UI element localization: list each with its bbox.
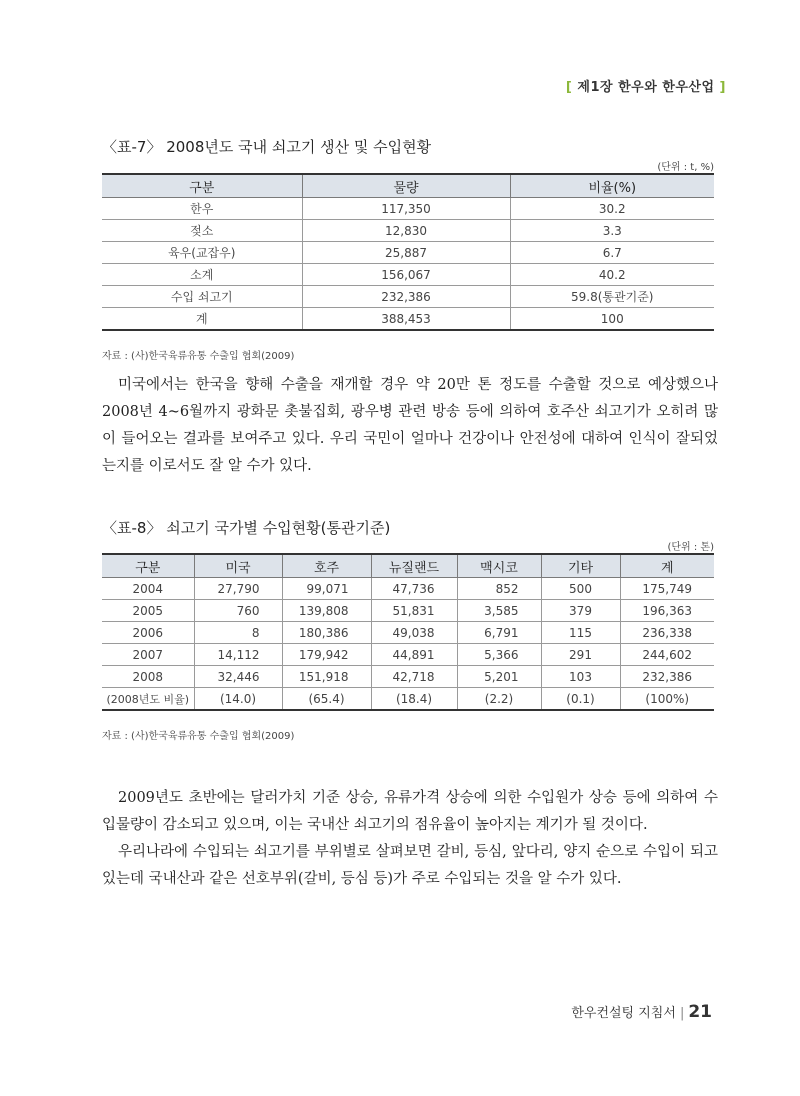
table-cell: 2005	[102, 600, 194, 622]
table7-unit: (단위 : t, %)	[657, 162, 714, 173]
table-cell: (18.4)	[371, 688, 457, 711]
table-cell: 117,350	[302, 198, 510, 220]
table-cell: 139,808	[282, 600, 371, 622]
table8-header-row	[102, 554, 714, 578]
table7	[102, 173, 714, 331]
table-cell: 244,602	[620, 644, 714, 666]
table-cell: 육우(교잡우)	[102, 242, 302, 264]
table-cell: (2008년도 비율)	[102, 688, 194, 711]
table-cell: 14,112	[194, 644, 282, 666]
table-cell: 한우	[102, 198, 302, 220]
table-cell: 42,718	[371, 666, 457, 688]
table-cell: 25,887	[302, 242, 510, 264]
table-cell: 156,067	[302, 264, 510, 286]
table8-header: 기타	[541, 554, 620, 578]
table-cell: 103	[541, 666, 620, 688]
paragraph-1-text: 미국에서는 한국을 향해 수출을 재개할 경우 약 20만 톤 정도를 수출할 것으로 예상했으나 2008년 4~6월까지 광화문 촛불집회, 광우병 관련 방송 등에 의하여 호주산 쇠고기가 오히려 많이 들어오는 결과를 보여주고 있다. 우리 국민이 얼마나 건강이나 안전성에 대하여 인식이 잘되었는지를 이로서도 잘 알 수가 있다.	[102, 377, 718, 474]
table-cell: 5,201	[457, 666, 541, 688]
table-cell: 소계	[102, 264, 302, 286]
table8-header: 뉴질랜드	[371, 554, 457, 578]
table-row	[102, 286, 714, 308]
table-cell: 8	[194, 622, 282, 644]
table-cell: 379	[541, 600, 620, 622]
table-cell: 500	[541, 578, 620, 600]
table7-source: 자료 : (사)한국육류유통 수출입 협회(2009)	[102, 351, 295, 362]
table-row	[102, 220, 714, 242]
footer-separator: |	[679, 1006, 685, 1021]
table-cell: (65.4)	[282, 688, 371, 711]
table-cell: 32,446	[194, 666, 282, 688]
table8-header: 미국	[194, 554, 282, 578]
table-cell: (0.1)	[541, 688, 620, 711]
table7-title: 〈표-7〉 2008년도 국내 쇠고기 생산 및 수입현황	[102, 138, 432, 156]
table-row	[102, 644, 714, 666]
table-cell: (14.0)	[194, 688, 282, 711]
table-cell: 236,338	[620, 622, 714, 644]
table-row	[102, 600, 714, 622]
table-cell: 44,891	[371, 644, 457, 666]
table-row	[102, 308, 714, 331]
table-cell: 5,366	[457, 644, 541, 666]
table-cell: 49,038	[371, 622, 457, 644]
chapter-title: 제1장 한우와 한우산업	[577, 80, 715, 95]
paragraph-2-text: 2009년도 초반에는 달러가치 기준 상승, 유류가격 상승에 의한 수입원가 상승 등에 의하여 수입물량이 감소되고 있으며, 이는 국내산 쇠고기의 점유율이 높아지는 계기가 될 것이다.	[102, 790, 718, 833]
table-cell: 388,453	[302, 308, 510, 331]
table-cell: 젖소	[102, 220, 302, 242]
table-cell: 151,918	[282, 666, 371, 688]
bracket-right: ]	[719, 80, 726, 95]
table-cell: 계	[102, 308, 302, 331]
book-title: 한우컨설팅 지침서	[571, 1006, 676, 1021]
table-cell: 291	[541, 644, 620, 666]
table-row	[102, 578, 714, 600]
table-cell: 179,942	[282, 644, 371, 666]
page-number: 21	[688, 1002, 712, 1022]
paragraph-1	[102, 372, 718, 480]
table8-header: 계	[620, 554, 714, 578]
table-row	[102, 264, 714, 286]
page-footer	[571, 1002, 712, 1022]
table8	[102, 553, 714, 711]
table7-header-row	[102, 174, 714, 198]
table-cell: 12,830	[302, 220, 510, 242]
table-cell: 6,791	[457, 622, 541, 644]
table-row	[102, 198, 714, 220]
table-row	[102, 666, 714, 688]
table8-title: 〈표-8〉 쇠고기 국가별 수입현황(통관기준)	[102, 519, 391, 537]
table-cell: 99,071	[282, 578, 371, 600]
table-cell: 3.3	[510, 220, 714, 242]
table-cell: 30.2	[510, 198, 714, 220]
table8-header: 호주	[282, 554, 371, 578]
table-cell: 2006	[102, 622, 194, 644]
table-cell: 760	[194, 600, 282, 622]
table-cell: (2.2)	[457, 688, 541, 711]
chapter-header	[566, 76, 726, 95]
paragraph-3	[102, 839, 718, 893]
paragraph-3-text: 우리나라에 수입되는 쇠고기를 부위별로 살펴보면 갈비, 등심, 앞다리, 양지 순으로 수입이 되고 있는데 국내산과 같은 선호부위(갈비, 등심 등)가 주로 수입되는 것을 알 수가 있다.	[102, 844, 718, 887]
table-cell: (100%)	[620, 688, 714, 711]
table-cell: 115	[541, 622, 620, 644]
table-cell: 232,386	[302, 286, 510, 308]
table7-header: 비율(%)	[510, 174, 714, 198]
table-row	[102, 622, 714, 644]
table-cell: 196,363	[620, 600, 714, 622]
table8-source: 자료 : (사)한국육류유통 수출입 협회(2009)	[102, 731, 295, 742]
table-cell: 2004	[102, 578, 194, 600]
table7-header: 구분	[102, 174, 302, 198]
table-cell: 852	[457, 578, 541, 600]
table-cell: 40.2	[510, 264, 714, 286]
table-cell: 47,736	[371, 578, 457, 600]
table8-header: 구분	[102, 554, 194, 578]
table-cell: 3,585	[457, 600, 541, 622]
table-cell: 180,386	[282, 622, 371, 644]
table-cell: 51,831	[371, 600, 457, 622]
table-cell: 100	[510, 308, 714, 331]
table-cell: 수입 쇠고기	[102, 286, 302, 308]
table8-header: 맥시코	[457, 554, 541, 578]
table-cell: 27,790	[194, 578, 282, 600]
bracket-left: [	[565, 80, 573, 95]
table-cell: 6.7	[510, 242, 714, 264]
table-cell: 175,749	[620, 578, 714, 600]
table-cell: 232,386	[620, 666, 714, 688]
paragraph-2	[102, 785, 718, 839]
table8-unit: (단위 : 톤)	[667, 542, 714, 553]
table-row	[102, 242, 714, 264]
table-cell: 59.8(통관기준)	[510, 286, 714, 308]
table7-header: 물량	[302, 174, 510, 198]
table-cell: 2008	[102, 666, 194, 688]
table-cell: 2007	[102, 644, 194, 666]
table-row	[102, 688, 714, 711]
